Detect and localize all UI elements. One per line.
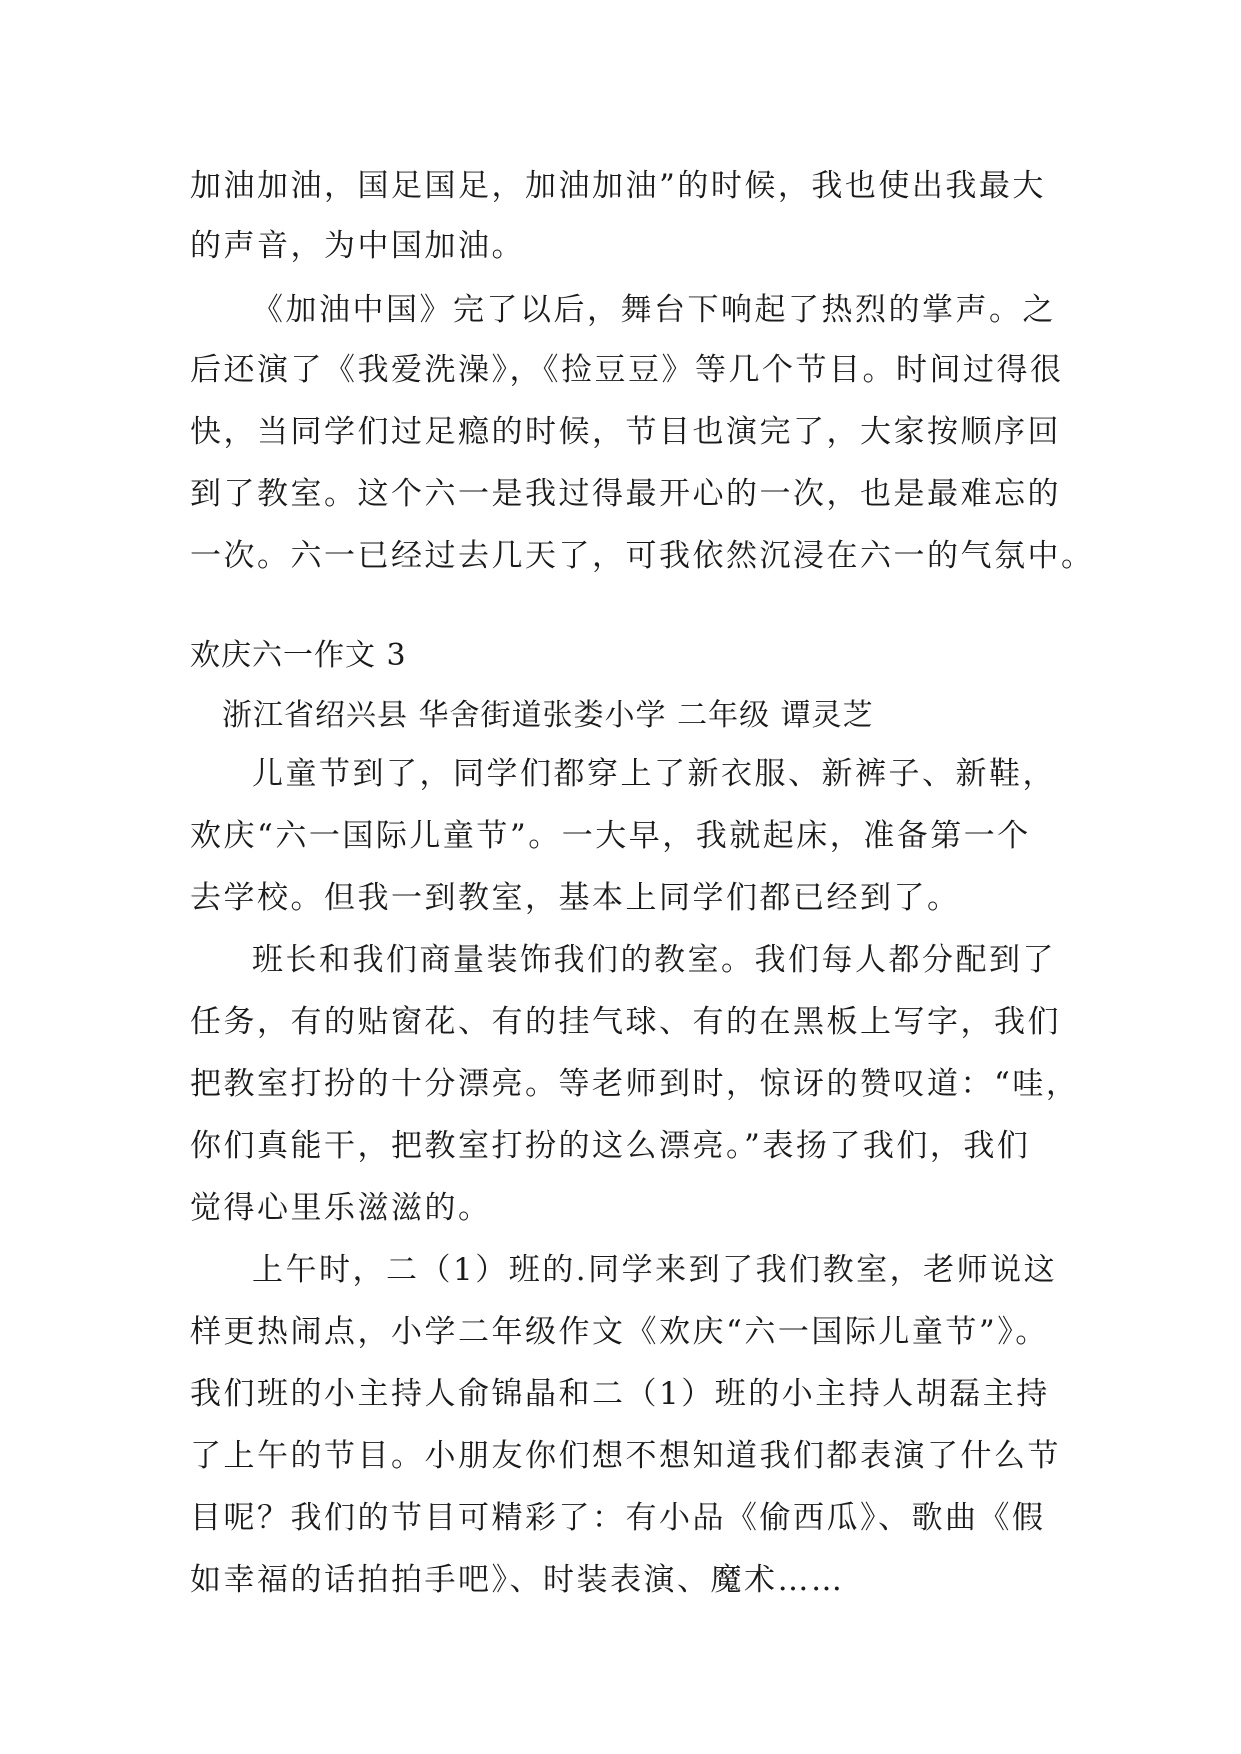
text-line: 的声音，为中国加油。 bbox=[190, 228, 525, 264]
text-line: 加油加油，国足国足，加油加油”的时候，我也使出我最大 bbox=[190, 168, 1046, 204]
section-heading: 欢庆六一作文 3 bbox=[190, 638, 407, 673]
text-line: 觉得心里乐滋滋的。 bbox=[190, 1190, 492, 1226]
text-line: 了上午的节目。小朋友你们想不想知道我们都表演了什么节 bbox=[190, 1438, 1061, 1474]
text-line: 快，当同学们过足瘾的时候，节目也演完了，大家按顺序回 bbox=[190, 414, 1061, 450]
text-line: 目呢？我们的节目可精彩了：有小品《偷西瓜》、歌曲《假 bbox=[190, 1500, 1046, 1536]
author-line: 浙江省绍兴县 华舍街道张娄小学 二年级 谭灵芝 bbox=[222, 698, 874, 733]
text-line: 欢庆“六一国际儿童节”。一大早，我就起床，准备第一个 bbox=[190, 818, 1031, 854]
text-line: 样更热闹点，小学二年级作文《欢庆“六一国际儿童节”》。 bbox=[190, 1314, 1049, 1350]
text-line: 任务，有的贴窗花、有的挂气球、有的在黑板上写字，我们 bbox=[190, 1004, 1061, 1040]
text-line: 儿童节到了，同学们都穿上了新衣服、新裤子、新鞋， bbox=[252, 756, 1056, 792]
text-line: 你们真能干，把教室打扮的这么漂亮。”表扬了我们，我们 bbox=[190, 1128, 1031, 1164]
text-line: 后还演了《我爱洗澡》，《捡豆豆》等几个节目。时间过得很 bbox=[190, 352, 1064, 388]
text-line: 如幸福的话拍拍手吧》、时装表演、魔术…… bbox=[190, 1562, 845, 1598]
text-line: 我们班的小主持人俞锦晶和二（1）班的小主持人胡磊主持 bbox=[190, 1376, 1050, 1412]
text-line: 去学校。但我一到教室，基本上同学们都已经到了。 bbox=[190, 880, 961, 916]
text-line: 一次。六一已经过去几天了，可我依然沉浸在六一的气氛中。 bbox=[190, 538, 1095, 574]
text-line: 上午时，二（1）班的.同学来到了我们教室，老师说这 bbox=[252, 1252, 1058, 1288]
text-line: 把教室打扮的十分漂亮。等老师到时，惊讶的赞叹道：“哇， bbox=[190, 1066, 1080, 1102]
text-line: 班长和我们商量装饰我们的教室。我们每人都分配到了 bbox=[252, 942, 1056, 978]
text-line: 到了教室。这个六一是我过得最开心的一次，也是最难忘的 bbox=[190, 476, 1061, 512]
text-line: 《加油中国》完了以后，舞台下响起了热烈的掌声。之 bbox=[252, 292, 1056, 328]
